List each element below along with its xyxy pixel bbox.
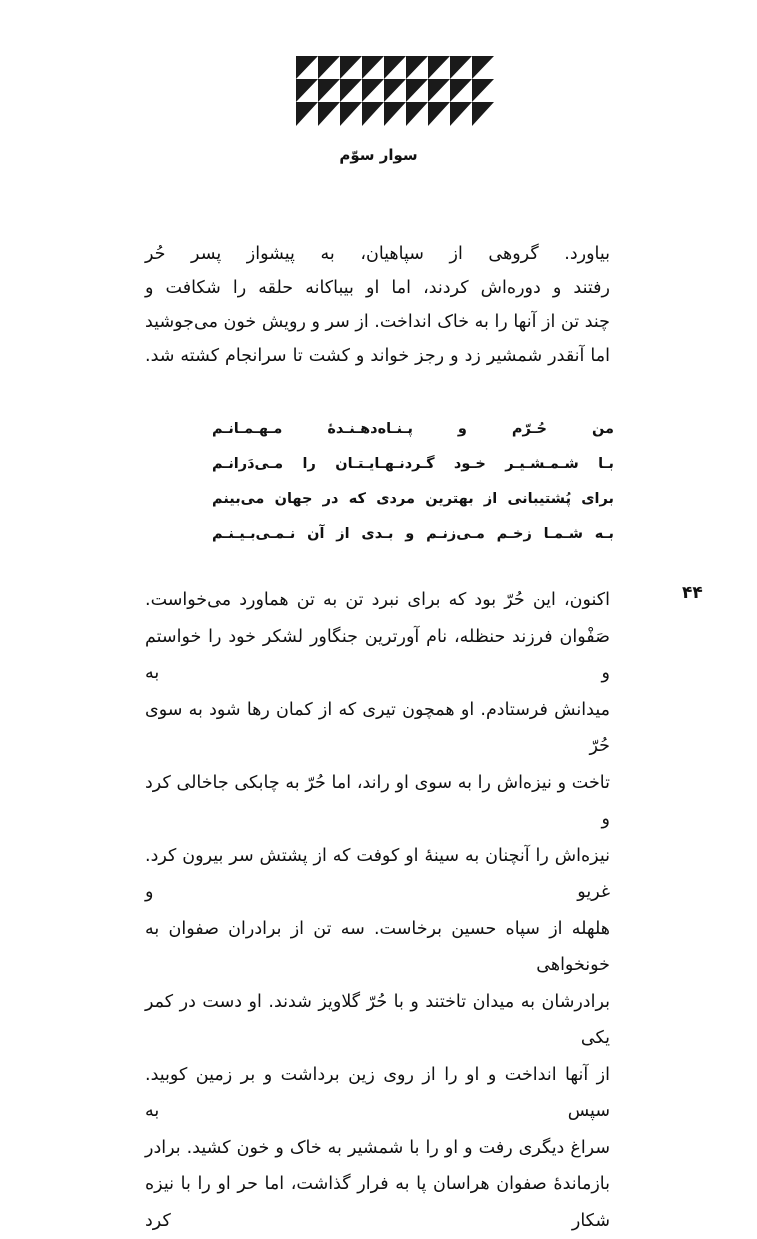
text-line: چند تن از آنها را به خاک انداخت. از سر و رویش خون می‌جوشید xyxy=(145,312,610,332)
text-line: تاخت و نیزه‌اش را به سوی او راند، اما حُرّ به چابکی جاخالی کرد و xyxy=(145,772,610,829)
text-line: بازماندهٔ صفوان هراسان پا به فرار گذاشت، اما حر او را با نیزه شکار کرد xyxy=(145,1174,610,1231)
text-line: بیاورد. گروهی از سپاهیان، به پیشواز پسر حُر xyxy=(145,244,610,264)
chapter-title: سوار سوّم xyxy=(339,146,418,164)
text-line: رفتند و دوره‌اش کردند، اما او بیباکانه حلقه را شکافت و xyxy=(145,278,610,298)
text-line: صَفْوان فرزند حنظله، نام آورترین جنگاور لشکر خود را خواستم و به xyxy=(145,626,610,683)
verse-line: بـا شـمـشـیـر خـود گـردنـهـایـتـان را مـی‌دَرانـم xyxy=(212,456,614,472)
text-line: میدانش فرستادم. او همچون تیری که از کمان رها شود به سوی حُرّ xyxy=(145,699,610,756)
text-line: سراغ دیگری رفت و او را با شمشیر به خاک و خون کشید. برادر xyxy=(145,1137,610,1158)
verse-line: برای پُشتیبانی از بهترین مردی که در جهان می‌بینم xyxy=(212,491,614,507)
text-line: نیزه‌اش را آنچنان به سینهٔ او کوفت که از پشتش سر بیرون کرد. غریو و xyxy=(145,845,610,902)
poem-verse xyxy=(212,412,614,552)
triangle-pattern-ornament-icon xyxy=(296,56,494,126)
paragraph-intro xyxy=(145,237,610,373)
text-line: از آنها انداخت و او را از روی زین برداشت و بر زمین کوبید. سپس به xyxy=(145,1064,610,1121)
paragraph-main xyxy=(145,582,610,1239)
text-line: هلهله از سپاه حسین برخاست. سه تن از برادران صفوان به خونخواهی xyxy=(145,918,610,975)
text-line: برادرشان به میدان تاختند و با حُرّ گلاویز شدند. او دست در کمر یکی xyxy=(145,991,610,1048)
page-number: ۴۴ xyxy=(682,583,703,603)
verse-line: بـه شـمـا زخـم مـی‌زنـم و بـدی از آن نـمـی‌بـیـنـم xyxy=(212,526,614,542)
verse-line: من حُـرّم و پـنـاه‌دهـنـدهٔ مـهـمـانـم xyxy=(212,421,614,437)
text-line: اما آنقدر شمشیر زد و رجز خواند و کشت تا سرانجام کشته شد. xyxy=(145,346,610,366)
text-line: اکنون، این حُرّ بود که برای نبرد تن به تن هماورد می‌خواست. xyxy=(145,590,610,610)
